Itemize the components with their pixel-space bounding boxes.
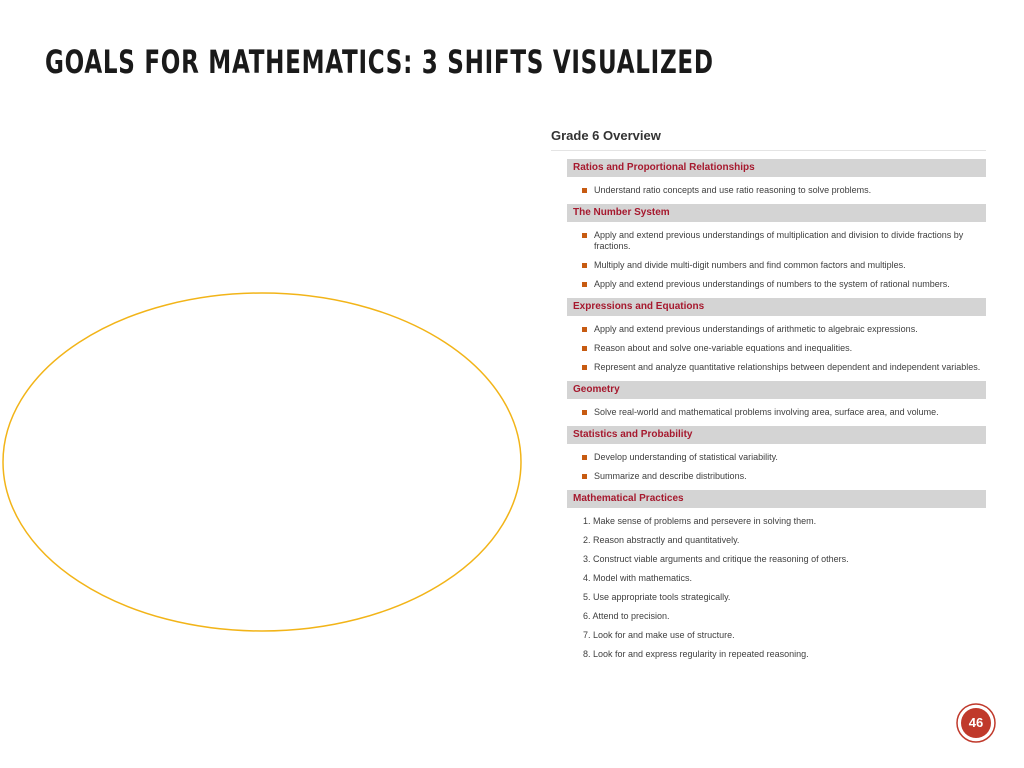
cluster-list xyxy=(551,452,986,482)
cluster-text: Apply and extend previous understandings of multiplication and division to divide fractions by fractions. xyxy=(594,230,964,251)
page-number: 46 xyxy=(968,715,984,730)
practices-title[interactable]: Mathematical Practices xyxy=(567,490,986,508)
cluster-text: Represent and analyze quantitative relationships between dependent and independent variables. xyxy=(594,362,981,372)
square-bullet-icon xyxy=(582,455,587,460)
domain-section-expressions xyxy=(551,298,986,373)
practice-item: 2. Reason abstractly and quantitatively. xyxy=(583,535,740,545)
practice-item: 1. Make sense of problems and persevere in solving them. xyxy=(583,516,817,526)
practice-item: 7. Look for and make use of structure. xyxy=(583,630,735,640)
domain-title[interactable]: The Number System xyxy=(567,204,986,222)
cluster-list xyxy=(551,185,986,196)
cluster-item xyxy=(551,324,986,335)
overview-heading: Grade 6 Overview xyxy=(551,128,986,151)
cluster-item xyxy=(551,185,986,196)
practice-item: 5. Use appropriate tools strategically. xyxy=(583,592,731,602)
cluster-list xyxy=(551,230,986,290)
cluster-text: Solve real-world and mathematical problems involving area, surface area, and volume. xyxy=(594,407,939,417)
cluster-text: Understand ratio concepts and use ratio reasoning to solve problems. xyxy=(594,185,872,195)
domain-section-number-system xyxy=(551,204,986,290)
domain-title[interactable]: Geometry xyxy=(567,381,986,399)
cluster-item xyxy=(551,279,986,290)
square-bullet-icon xyxy=(582,282,587,287)
cluster-item xyxy=(551,230,986,252)
square-bullet-icon xyxy=(582,188,587,193)
square-bullet-icon xyxy=(582,327,587,332)
square-bullet-icon xyxy=(582,233,587,238)
cluster-text: Reason about and solve one-variable equations and inequalities. xyxy=(594,343,853,353)
domain-title[interactable]: Expressions and Equations xyxy=(567,298,986,316)
cluster-item xyxy=(551,407,986,418)
square-bullet-icon xyxy=(582,474,587,479)
ellipse-outline xyxy=(3,293,521,631)
cluster-item xyxy=(551,362,986,373)
domain-section-ratios xyxy=(551,159,986,196)
cluster-item xyxy=(551,452,986,463)
cluster-list xyxy=(551,324,986,373)
domain-title[interactable]: Statistics and Probability xyxy=(567,426,986,444)
slide-title: GOALS FOR MATHEMATICS: 3 SHIFTS VISUALIZED xyxy=(45,43,714,81)
cluster-item xyxy=(551,260,986,271)
practice-item: 6. Attend to precision. xyxy=(583,611,670,621)
cluster-text: Develop understanding of statistical variability. xyxy=(594,452,778,462)
practice-list xyxy=(551,516,986,660)
square-bullet-icon xyxy=(582,365,587,370)
practice-item: 4. Model with mathematics. xyxy=(583,573,693,583)
square-bullet-icon xyxy=(582,346,587,351)
domain-section-statistics xyxy=(551,426,986,482)
practices-section xyxy=(551,490,986,660)
cluster-list xyxy=(551,407,986,418)
square-bullet-icon xyxy=(582,410,587,415)
highlight-ellipse xyxy=(0,290,524,634)
cluster-item xyxy=(551,343,986,354)
cluster-text: Apply and extend previous understandings of arithmetic to algebraic expressions. xyxy=(594,324,918,334)
cluster-item xyxy=(551,471,986,482)
cluster-text: Summarize and describe distributions. xyxy=(594,471,747,481)
grade-overview-panel xyxy=(551,128,986,668)
cluster-text: Apply and extend previous understandings of numbers to the system of rational numbers. xyxy=(594,279,950,289)
cluster-text: Multiply and divide multi-digit numbers and find common factors and multiples. xyxy=(594,260,906,270)
domain-section-geometry xyxy=(551,381,986,418)
square-bullet-icon xyxy=(582,263,587,268)
practice-item: 3. Construct viable arguments and critique the reasoning of others. xyxy=(583,554,849,564)
practice-item: 8. Look for and express regularity in repeated reasoning. xyxy=(583,649,809,659)
domain-title[interactable]: Ratios and Proportional Relationships xyxy=(567,159,986,177)
